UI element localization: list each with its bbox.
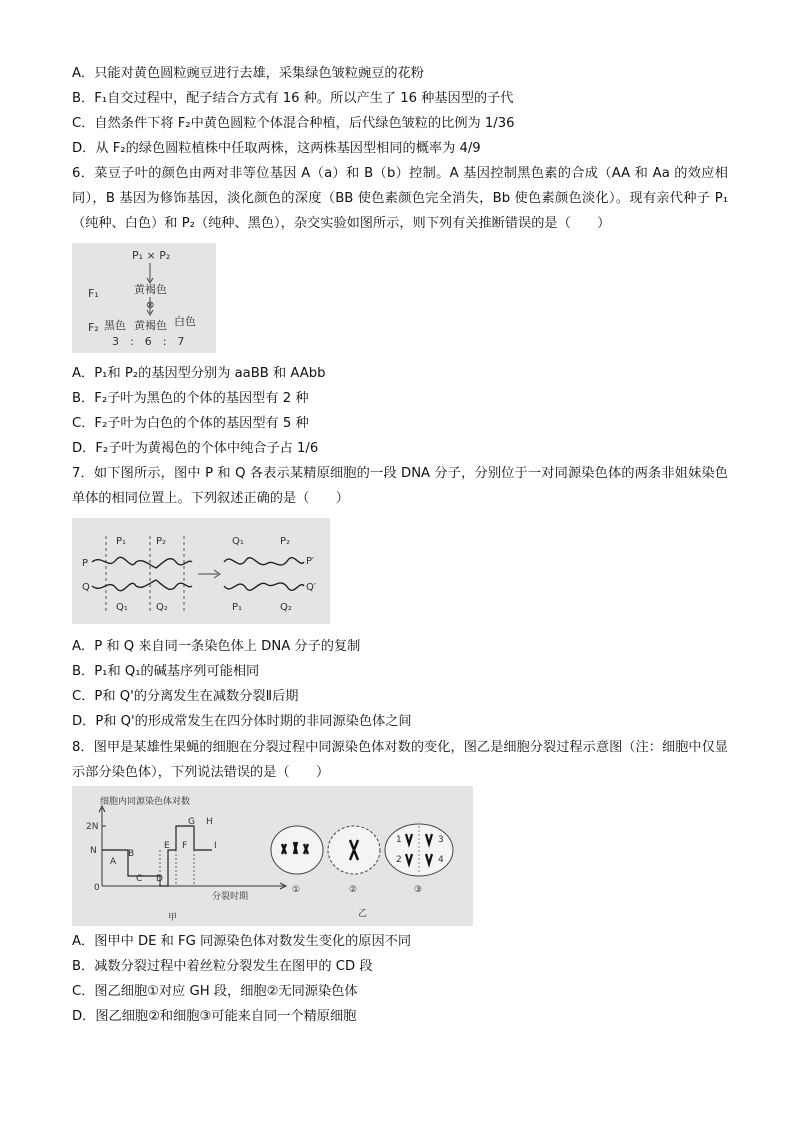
q5-option-c: C．自然条件下将 F₂中黄色圆粒个体混合种植，后代绿色皱粒的比例为 1/36 xyxy=(72,116,515,131)
q6-option-b: B．F₂子叶为黑色的个体的基因型有 2 种 xyxy=(72,391,309,406)
svg-text:③: ③ xyxy=(414,885,423,895)
q6-fig-f2-black: 黑色 xyxy=(104,319,126,332)
svg-text:Q₂: Q₂ xyxy=(156,602,168,613)
svg-text:P: P xyxy=(82,558,89,569)
svg-text:3: 3 xyxy=(438,835,444,845)
q6-fig-cross: P₁ × P₂ xyxy=(132,249,171,262)
q8-option-a: A．图甲中 DE 和 FG 同源染色体对数发生变化的原因不同 xyxy=(72,934,412,949)
svg-text:②: ② xyxy=(349,885,358,895)
svg-text:A: A xyxy=(110,857,117,867)
q7-option-b: B．P₁和 Q₁的碱基序列可能相同 xyxy=(72,664,260,679)
svg-text:G: G xyxy=(188,817,195,827)
q7-option-c: C．P和 Q'的分离发生在减数分裂Ⅱ后期 xyxy=(72,689,299,704)
svg-text:C: C xyxy=(136,874,143,884)
svg-text:D: D xyxy=(156,874,163,884)
q5-option-a: A．只能对黄色圆粒豌豆进行去雄，采集绿色皱粒豌豆的花粉 xyxy=(72,66,424,81)
q5-option-d: D．从 F₂的绿色圆粒植株中任取两株，这两株基因型相同的概率为 4/9 xyxy=(72,141,481,156)
q5-option-b: B．F₁自交过程中，配子结合方式有 16 种。所以产生了 16 种基因型的子代 xyxy=(72,91,514,106)
q8-option-c: C．图乙细胞①对应 GH 段，细胞②无同源染色体 xyxy=(72,984,358,999)
q6-fig-f2-white: 白色 xyxy=(174,315,196,328)
svg-text:F: F xyxy=(182,841,188,851)
q6-fig-f2: F₂ xyxy=(88,321,99,334)
q6-fig-f1-color: 黄褐色 xyxy=(134,283,167,296)
q8-option-b: B．减数分裂过程中着丝粒分裂发生在图甲的 CD 段 xyxy=(72,959,373,974)
q8-fig-yi: 乙 xyxy=(358,909,368,919)
svg-text:Q₁: Q₁ xyxy=(116,602,128,613)
q8-figure xyxy=(72,786,473,926)
svg-text:N: N xyxy=(90,846,97,856)
svg-text:4: 4 xyxy=(438,855,444,865)
svg-text:2: 2 xyxy=(396,855,402,865)
svg-text:P′: P′ xyxy=(306,556,315,567)
q6-fig-ratio: 3 : 6 : 7 xyxy=(112,335,185,348)
svg-text:①: ① xyxy=(292,885,301,895)
q6-option-c: C．F₂子叶为白色的个体的基因型有 5 种 xyxy=(72,416,309,431)
q8-fig-ylabel: 细胞内同源染色体对数 xyxy=(100,797,191,807)
q6-option-a: A．P₁和 P₂的基因型分别为 aaBB 和 AAbb xyxy=(72,366,326,381)
svg-text:P₁: P₁ xyxy=(116,536,127,547)
svg-text:2N: 2N xyxy=(86,822,99,832)
q6-fig-f2-brown: 黄褐色 xyxy=(134,319,167,332)
svg-text:E: E xyxy=(164,841,170,851)
q6-stem: 6．菜豆子叶的颜色由两对非等位基因 A（a）和 B（b）控制。A 基因控制黑色素的合成（AA 和 Aa 的效应相同），B 基因为修饰基因，淡化颜色的深度（BB 使色素颜色完全消失，Bb 使色素颜色淡化）。现有亲代种子 P₁（纯种、白色）和 P₂（纯种、黑色），杂交实验如图所示，则下列有关推断错误的是（ ） xyxy=(72,166,728,231)
q7-stem: 7．如下图所示，图中 P 和 Q 各表示某精原细胞的一段 DNA 分子，分别位于一对同源染色体的两条非姐妹染色单体的相同位置上。下列叙述正确的是（ ） xyxy=(72,466,728,506)
svg-text:P₂: P₂ xyxy=(156,536,167,547)
svg-text:Q: Q xyxy=(82,582,90,593)
svg-text:Q₁: Q₁ xyxy=(232,536,244,547)
svg-text:H: H xyxy=(206,817,213,827)
svg-text:Q′: Q′ xyxy=(306,582,317,593)
q6-option-d: D．F₂子叶为黄褐色的个体中纯合子占 1/6 xyxy=(72,441,319,456)
q6-figure xyxy=(72,243,216,353)
q6-fig-selfing: ⊗ xyxy=(146,300,155,311)
q8-fig-jia: 甲 xyxy=(168,913,178,923)
svg-text:Q₂: Q₂ xyxy=(280,602,292,613)
q8-fig-xlabel: 分裂时期 xyxy=(212,892,249,902)
q6-fig-f1: F₁ xyxy=(88,287,99,300)
q7-option-a: A．P 和 Q 来自同一条染色体上 DNA 分子的复制 xyxy=(72,639,361,654)
q8-stem: 8．图甲是某雄性果蝇的细胞在分裂过程中同源染色体对数的变化，图乙是细胞分裂过程示意图（注：细胞中仅显示部分染色体），下列说法错误的是（ ） xyxy=(72,740,728,780)
svg-text:B: B xyxy=(128,849,135,859)
q8-option-d: D．图乙细胞②和细胞③可能来自同一个精原细胞 xyxy=(72,1009,357,1024)
svg-text:P₁: P₁ xyxy=(232,602,243,613)
svg-text:0: 0 xyxy=(94,883,100,893)
svg-text:1: 1 xyxy=(396,835,402,845)
q7-option-d: D．P和 Q'的形成常发生在四分体时期的非同源染色体之间 xyxy=(72,714,412,729)
q7-figure xyxy=(72,518,330,624)
svg-text:P₂: P₂ xyxy=(280,536,291,547)
svg-text:I: I xyxy=(214,841,217,851)
